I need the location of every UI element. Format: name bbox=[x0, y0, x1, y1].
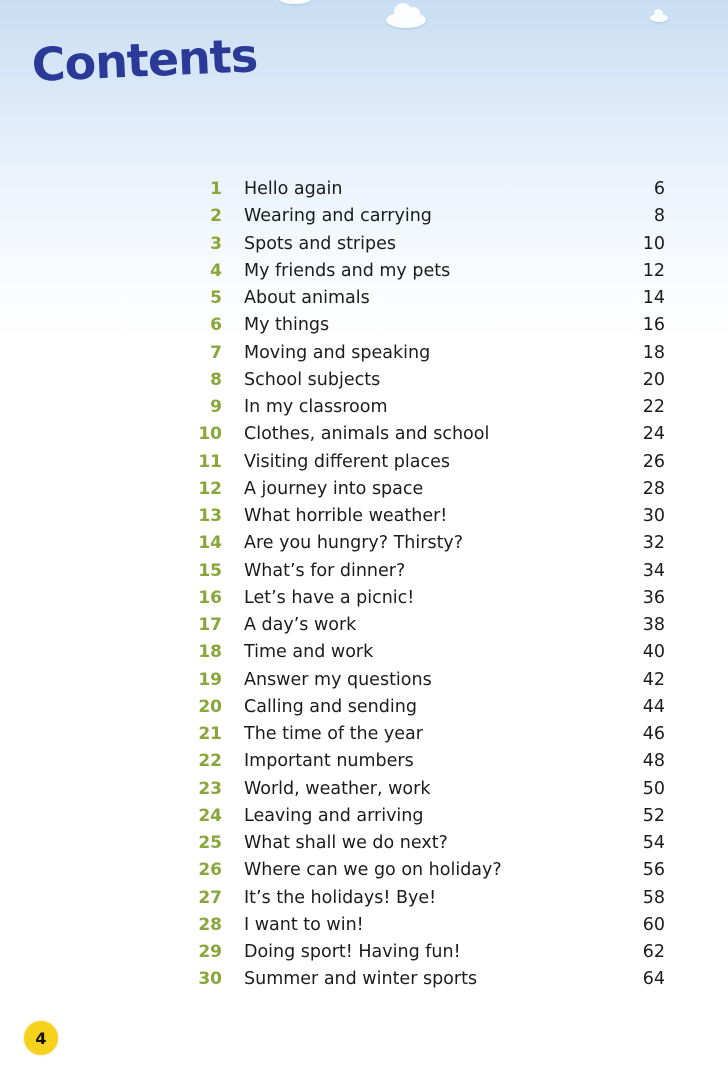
unit-number: 24 bbox=[198, 805, 222, 826]
contents-row bbox=[195, 231, 665, 258]
page-reference: 38 bbox=[642, 615, 665, 635]
page-reference: 42 bbox=[642, 669, 665, 690]
unit-number: 21 bbox=[198, 724, 222, 744]
unit-title: My friends and my pets bbox=[244, 260, 451, 281]
unit-title: World, weather, work bbox=[244, 778, 431, 799]
unit-number: 22 bbox=[198, 751, 222, 772]
unit-number: 3 bbox=[210, 233, 222, 254]
contents-row bbox=[195, 857, 665, 884]
unit-number: 7 bbox=[210, 342, 222, 363]
unit-title: Doing sport! Having fun! bbox=[244, 942, 461, 962]
unit-title: School subjects bbox=[244, 369, 381, 390]
page-reference: 64 bbox=[642, 969, 665, 990]
contents-row bbox=[195, 939, 665, 966]
page-reference: 8 bbox=[653, 206, 665, 227]
page-reference: 58 bbox=[642, 887, 665, 908]
unit-number: 18 bbox=[198, 642, 222, 663]
page-reference: 24 bbox=[642, 424, 665, 445]
cloud-icon bbox=[650, 14, 668, 22]
contents-row bbox=[195, 421, 665, 448]
page-reference: 34 bbox=[642, 560, 665, 581]
unit-title: Important numbers bbox=[244, 751, 414, 772]
contents-row bbox=[195, 285, 665, 312]
unit-number: 20 bbox=[198, 696, 222, 717]
contents-row bbox=[195, 503, 665, 530]
unit-title: My things bbox=[244, 315, 330, 336]
contents-row bbox=[195, 585, 665, 612]
page-reference: 54 bbox=[642, 833, 665, 853]
page-reference: 40 bbox=[642, 642, 665, 663]
contents-row bbox=[195, 639, 665, 666]
unit-title: Spots and stripes bbox=[244, 233, 396, 254]
unit-number: 2 bbox=[210, 206, 222, 227]
cloud-icon bbox=[386, 12, 426, 28]
page-reference: 10 bbox=[642, 233, 665, 254]
unit-number: 27 bbox=[198, 887, 222, 908]
contents-row bbox=[195, 449, 665, 476]
contents-row bbox=[195, 258, 665, 285]
page-reference: 26 bbox=[642, 451, 665, 472]
page-reference: 16 bbox=[642, 315, 665, 336]
contents-row bbox=[195, 394, 665, 421]
unit-number: 8 bbox=[210, 369, 222, 390]
page-reference: 22 bbox=[642, 397, 665, 417]
unit-number: 11 bbox=[198, 451, 222, 472]
contents-row bbox=[195, 612, 665, 639]
unit-title: Where can we go on holiday? bbox=[244, 860, 502, 881]
page-title: Contents bbox=[30, 28, 259, 92]
unit-number: 23 bbox=[198, 778, 222, 799]
contents-row bbox=[195, 667, 665, 694]
unit-title: What horrible weather! bbox=[244, 506, 448, 526]
page-reference: 44 bbox=[642, 696, 665, 717]
page-reference: 46 bbox=[642, 724, 665, 744]
unit-number: 17 bbox=[198, 615, 222, 635]
contents-list bbox=[195, 176, 665, 994]
unit-title: Wearing and carrying bbox=[244, 206, 432, 227]
unit-number: 4 bbox=[210, 260, 222, 281]
unit-number: 15 bbox=[198, 560, 222, 581]
unit-title: Clothes, animals and school bbox=[244, 424, 490, 445]
page-reference: 20 bbox=[642, 369, 665, 390]
unit-number: 16 bbox=[198, 587, 222, 608]
page-reference: 12 bbox=[642, 260, 665, 281]
unit-title: Answer my questions bbox=[244, 669, 432, 690]
unit-number: 13 bbox=[198, 506, 222, 526]
unit-title: What shall we do next? bbox=[244, 833, 448, 853]
contents-row bbox=[195, 476, 665, 503]
page-reference: 50 bbox=[642, 778, 665, 799]
unit-number: 28 bbox=[198, 914, 222, 935]
page-reference: 18 bbox=[642, 342, 665, 363]
unit-title: A day’s work bbox=[244, 615, 357, 635]
unit-title: In my classroom bbox=[244, 397, 388, 417]
unit-title: Moving and speaking bbox=[244, 342, 431, 363]
page-reference: 30 bbox=[642, 506, 665, 526]
page-reference: 32 bbox=[642, 533, 665, 554]
unit-title: Summer and winter sports bbox=[244, 969, 478, 990]
unit-number: 10 bbox=[198, 424, 222, 445]
unit-title: I want to win! bbox=[244, 914, 364, 935]
unit-title: The time of the year bbox=[244, 724, 423, 744]
unit-title: About animals bbox=[244, 288, 370, 308]
page-reference: 14 bbox=[642, 288, 665, 308]
contents-row bbox=[195, 340, 665, 367]
contents-row bbox=[195, 530, 665, 557]
unit-title: A journey into space bbox=[244, 478, 424, 499]
contents-row bbox=[195, 721, 665, 748]
unit-number: 6 bbox=[210, 315, 222, 336]
contents-row bbox=[195, 776, 665, 803]
page-reference: 28 bbox=[642, 478, 665, 499]
unit-title: What’s for dinner? bbox=[244, 560, 406, 581]
unit-number: 29 bbox=[198, 942, 222, 962]
page-reference: 48 bbox=[642, 751, 665, 772]
contents-row bbox=[195, 966, 665, 993]
contents-row bbox=[195, 803, 665, 830]
contents-row bbox=[195, 912, 665, 939]
contents-row bbox=[195, 694, 665, 721]
page-reference: 6 bbox=[653, 179, 665, 199]
page-reference: 56 bbox=[642, 860, 665, 881]
contents-row bbox=[195, 748, 665, 775]
unit-number: 1 bbox=[210, 179, 222, 199]
unit-number: 12 bbox=[198, 478, 222, 499]
unit-title: It’s the holidays! Bye! bbox=[244, 887, 437, 908]
unit-title: Hello again bbox=[244, 179, 343, 199]
unit-number: 26 bbox=[198, 860, 222, 881]
unit-title: Let’s have a picnic! bbox=[244, 587, 415, 608]
unit-number: 14 bbox=[198, 533, 222, 554]
contents-row bbox=[195, 830, 665, 857]
page-number-badge: 4 bbox=[24, 1021, 58, 1055]
unit-title: Time and work bbox=[244, 642, 374, 663]
page-reference: 62 bbox=[642, 942, 665, 962]
cloud-icon bbox=[280, 0, 310, 4]
unit-title: Leaving and arriving bbox=[244, 805, 424, 826]
page-reference: 52 bbox=[642, 805, 665, 826]
contents-row bbox=[195, 367, 665, 394]
unit-number: 5 bbox=[210, 288, 222, 308]
unit-title: Calling and sending bbox=[244, 696, 417, 717]
page-reference: 36 bbox=[642, 587, 665, 608]
page-reference: 60 bbox=[642, 914, 665, 935]
unit-number: 19 bbox=[198, 669, 222, 690]
contents-row bbox=[195, 203, 665, 230]
unit-title: Are you hungry? Thirsty? bbox=[244, 533, 464, 554]
unit-title: Visiting different places bbox=[244, 451, 451, 472]
contents-row bbox=[195, 312, 665, 339]
unit-number: 30 bbox=[198, 969, 222, 990]
contents-row bbox=[195, 885, 665, 912]
unit-number: 9 bbox=[210, 397, 222, 417]
contents-row bbox=[195, 558, 665, 585]
contents-row bbox=[195, 176, 665, 203]
unit-number: 25 bbox=[198, 833, 222, 853]
